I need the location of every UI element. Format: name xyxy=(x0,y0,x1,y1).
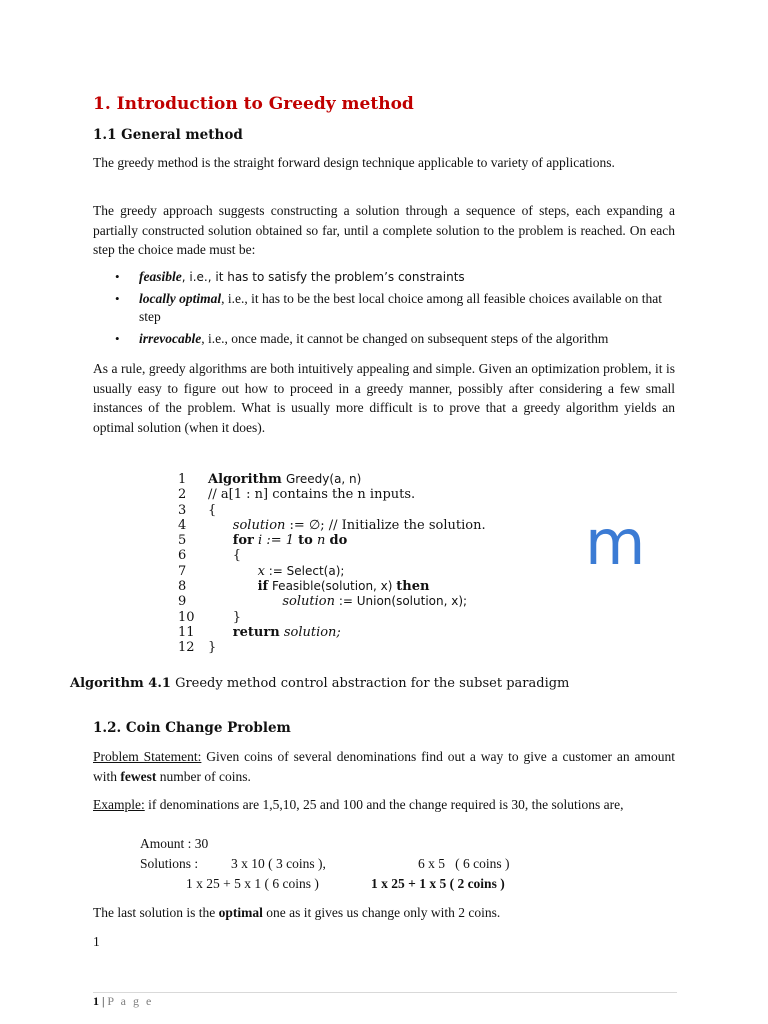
page-footer: 1 | P a g e xyxy=(93,994,154,1008)
bullet-locally-optimal: • locally optimal, i.e., it has to be the best local choice among all feasible choices available on that step xyxy=(115,291,662,324)
paragraph-example: Example: if denominations are 1,5,10, 25 and 100 and the change required is 30, the solutions are, xyxy=(93,797,624,812)
bullet-feasible: • feasible, i.e., it has to satisfy the problem’s constraints xyxy=(115,269,465,284)
solution-3: 1 x 25 + 5 x 1 ( 6 coins ) xyxy=(186,876,319,891)
paragraph-intro: The greedy method is the straight forward design technique applicable to variety of applications. xyxy=(93,155,615,170)
paragraph-greedy-rule: As a rule, greedy algorithms are both intuitively appealing and simple. Given an optimization problem, it is usually easy to figure out how to proceed in a greedy manner, possibly after considering a few small instances of the problem. What is usually more difficult is to prove that a greedy algorithm yields an optimal solution (when it does). xyxy=(93,361,675,435)
paragraph-approach: The greedy approach suggests constructing a solution through a sequence of steps, each expanding a partially constructed solution obtained so far, until a complete solution to the problem is reached. On each step the choice made must be: xyxy=(93,203,675,257)
solution-2: 6 x 5 ( 6 coins ) xyxy=(418,856,510,871)
paragraph-problem-statement: Problem Statement: Given coins of several denominations find out a way to give a customer an amount with fewest number of coins. xyxy=(93,749,675,784)
section-title-coin-change: 1.2. Coin Change Problem xyxy=(93,720,291,736)
solutions-label: Solutions : xyxy=(140,856,199,871)
bullet-irrevocable: • irrevocable, i.e., once made, it cannot be changed on subsequent steps of the algorithm xyxy=(115,331,609,346)
footer-divider xyxy=(93,992,677,993)
watermark-letter: m xyxy=(585,506,646,579)
solution-1: 3 x 10 ( 3 coins ), xyxy=(231,856,326,871)
algorithm-figure: 1 Algorithm Greedy(a, n) 2 // a[1 : n] contains the n inputs. 3 { 4 solution := ∅; // Initialize the solution. 5 for i := 1 to n do 6 { 7 x := Select(a); 8 if Feasible(solution, x) then 9 solution := Union(solution, x); 10 } 11 return solution; 12 } xyxy=(178,472,486,656)
bullet-list xyxy=(93,268,675,352)
section-title-general-method: 1.1 General method xyxy=(93,127,243,143)
amount-line: Amount : 30 xyxy=(140,836,209,851)
algorithm-caption: Algorithm 4.1 Greedy method control abstraction for the subset paradigm xyxy=(70,676,570,691)
paragraph-conclusion: The last solution is the optimal one as it gives us change only with 2 coins. xyxy=(93,905,501,920)
solution-4-optimal: 1 x 25 + 1 x 5 ( 2 coins ) xyxy=(371,876,505,891)
bullet-dot: • xyxy=(115,291,120,306)
stray-number: 1 xyxy=(93,934,100,949)
bullet-dot: • xyxy=(115,331,120,346)
bullet-dot: • xyxy=(115,269,120,284)
page-heading: 1. Introduction to Greedy method xyxy=(93,94,414,114)
